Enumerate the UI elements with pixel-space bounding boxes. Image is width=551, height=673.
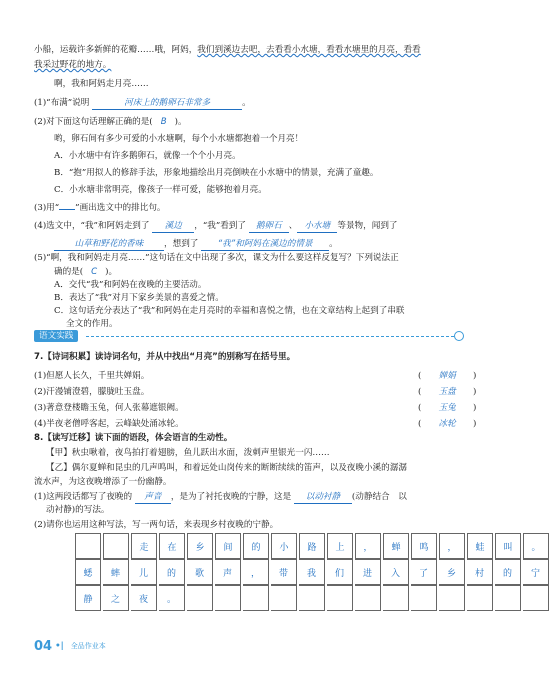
grid-cell[interactable]: 蝉 <box>383 533 409 559</box>
q5-option-c-cont: 全文的作用。 <box>66 319 118 329</box>
q2-text: (2)对下面这句话理解正确的是( <box>34 117 153 127</box>
grid-cell[interactable] <box>439 585 465 611</box>
q4-text: ，“我”看到了 <box>194 221 246 231</box>
q8-passage-a: 【甲】秋虫啾着，夜鸟拍打着翅膀，鱼儿跃出水面，泼刺声里银光一闪…… <box>46 448 330 458</box>
passage-line-3: 啊，我和阿妈走月亮…… <box>54 79 149 89</box>
grid-cell[interactable]: 儿 <box>131 559 157 585</box>
q2-option-a: A．小水塘中有许多鹅卵石，就像一个个小月亮。 <box>54 151 241 161</box>
footer-text: 全品作业本 <box>70 642 106 650</box>
grid-cell[interactable]: 鸣 <box>411 533 437 559</box>
grid-cell[interactable] <box>467 585 493 611</box>
grid-cell[interactable]: 。 <box>159 585 185 611</box>
grid-cell[interactable] <box>523 585 549 611</box>
q4-answer-2: 鹅卵石 <box>249 220 289 233</box>
q8-sub-2: (2)请你也运用这种写法，写一两句话，来表现乡村夜晚的宁静。 <box>34 520 279 530</box>
grid-cell[interactable] <box>299 585 325 611</box>
q4-text: 。 <box>329 239 338 249</box>
q4-text: ，想到了 <box>164 239 199 249</box>
grid-cell[interactable] <box>383 585 409 611</box>
grid-cell[interactable] <box>103 533 129 559</box>
grid-cell[interactable]: 静 <box>75 585 101 611</box>
q8-answer-1: 声音 <box>135 491 171 504</box>
grid-cell[interactable]: 小 <box>271 533 297 559</box>
grid-cell[interactable] <box>187 585 213 611</box>
grid-cell[interactable] <box>243 585 269 611</box>
q7-item-text: (3)著意登楼瞻玉兔，何人张幕遮银阙。 <box>34 403 184 413</box>
q8-text: ，是为了衬托夜晚的宁静，这是 <box>170 492 292 502</box>
grid-cell[interactable]: 间 <box>215 533 241 559</box>
grid-cell[interactable] <box>495 585 521 611</box>
q4-text: 等景物，闻到了 <box>337 221 398 231</box>
question-2 <box>34 116 458 128</box>
q7-answer-paren: ( 玉盘 ) <box>418 387 477 397</box>
grid-cell[interactable]: 进 <box>355 559 381 585</box>
grid-cell[interactable]: 了 <box>411 559 437 585</box>
q2-suffix: )。 <box>174 117 187 127</box>
q8-sub-1 <box>34 491 458 504</box>
grid-cell[interactable]: 带 <box>271 559 297 585</box>
section-bar <box>34 330 464 342</box>
q8-text: (动静结合 以 <box>351 492 407 502</box>
question-7-title: 7.【诗词积累】读诗词名句，并从中找出“月亮”的别称写在括号里。 <box>34 352 296 362</box>
q5-option-a: A．交代“我”和阿妈在夜晚的主要活动。 <box>54 280 207 290</box>
grid-cell[interactable]: 们 <box>327 559 353 585</box>
q2-quote: 哟，卵石间有多少可爱的小水塘啊，每个小水塘都抱着一个月亮！ <box>54 134 304 144</box>
grid-cell[interactable]: 乡 <box>439 559 465 585</box>
question-5: (5)“啊，我和阿妈走月亮……”这句话在文中出现了多次，课文为什么要这样反复写？下列说法正 <box>34 253 399 263</box>
grid-cell[interactable]: ， <box>355 533 381 559</box>
q4-answer-1: 溪边 <box>152 220 194 233</box>
footer-dot-icon: •| <box>55 641 64 651</box>
grid-row <box>75 533 551 559</box>
q7-answer: 婵娟 <box>438 371 456 381</box>
grid-cell[interactable] <box>75 533 101 559</box>
grid-cell[interactable]: ， <box>243 559 269 585</box>
q5-answer: C <box>91 267 98 277</box>
grid-cell[interactable] <box>271 585 297 611</box>
grid-cell[interactable]: 走 <box>131 533 157 559</box>
grid-cell[interactable]: 声 <box>215 559 241 585</box>
q8-sub-1-cont: 动衬静)的写法。 <box>46 505 110 515</box>
grid-row <box>75 585 551 611</box>
question-3 <box>34 202 458 214</box>
q1-suffix: 。 <box>242 98 251 108</box>
q1-text: (1)“布满”说明 <box>34 98 90 108</box>
grid-cell[interactable]: 的 <box>159 559 185 585</box>
q2-option-c: C．小水塘非常明亮，像孩子一样可爱，能够抱着月亮。 <box>54 185 267 195</box>
passage-underlined: 我们到溪边去吧，去看看小水塘，看看水塘里的月亮，看看 <box>197 45 421 55</box>
grid-cell[interactable] <box>327 585 353 611</box>
q7-item <box>34 418 477 430</box>
writing-grid[interactable] <box>75 533 551 611</box>
section-tag: 语文实践 <box>34 330 78 342</box>
q1-answer: 河床上的鹅卵石非常多 <box>92 97 242 110</box>
q8-text: (1)这两段话都写了夜晚的 <box>34 492 133 502</box>
q7-item <box>34 402 477 414</box>
q4-text: (4)选文中，“我”和阿妈走到了 <box>34 221 150 231</box>
q5-suffix: )。 <box>105 267 118 277</box>
question-5-line-2 <box>54 266 458 278</box>
grid-cell[interactable]: 路 <box>299 533 325 559</box>
q7-item <box>34 370 477 382</box>
q5-option-c: C．这句话充分表达了“我”和阿妈在走月亮时的幸福和喜悦之情，也在文章结构上起到了串联 <box>54 306 405 316</box>
q5-option-b: B．表达了“我”对月下家乡美景的喜爱之情。 <box>54 293 224 303</box>
q2-answer: B <box>160 117 167 127</box>
question-4-line-2 <box>54 238 458 251</box>
grid-cell[interactable]: 入 <box>383 559 409 585</box>
section-end-icon <box>454 331 464 341</box>
grid-cell[interactable]: 宁 <box>523 559 549 585</box>
grid-cell[interactable] <box>215 585 241 611</box>
q7-answer: 冰轮 <box>438 419 456 429</box>
grid-cell[interactable]: 的 <box>243 533 269 559</box>
grid-cell[interactable]: 在 <box>159 533 185 559</box>
q8-answer-2: 以动衬静 <box>294 491 352 504</box>
passage-line-2 <box>34 59 458 71</box>
q7-item <box>34 386 477 398</box>
grid-cell[interactable]: 之 <box>103 585 129 611</box>
q7-item-text: (2)汗漫铺澄碧，朦胧吐玉盘。 <box>34 387 150 397</box>
grid-cell[interactable]: 夜 <box>131 585 157 611</box>
q8-passage-b: 【乙】偶尔夏蝉和昆虫的几声鸣叫，和着远处山岗传来的断断续续的笛声，以及夜晚小溪的潺潺 <box>46 463 407 473</box>
page-number: 04 <box>34 638 53 654</box>
grid-cell[interactable]: 村 <box>467 559 493 585</box>
grid-cell[interactable]: 。 <box>523 533 549 559</box>
q7-item-text: (1)但愿人长久，千里共婵娟。 <box>34 371 150 381</box>
grid-cell[interactable]: 我 <box>299 559 325 585</box>
q4-answer-5: “我”和阿妈在溪边的情景 <box>201 238 329 251</box>
q7-answer-paren: ( 冰轮 ) <box>418 419 477 429</box>
q7-answer-paren: ( 玉兔 ) <box>418 403 477 413</box>
q4-answer-4: 山草和野花的香味 <box>54 238 164 251</box>
grid-cell[interactable]: ， <box>439 533 465 559</box>
q4-answer-3: 小水塘 <box>297 220 337 233</box>
grid-cell[interactable]: 蟀 <box>103 559 129 585</box>
question-4 <box>34 220 458 233</box>
passage-underlined: 我采过野花的地方。 <box>34 60 112 70</box>
footer <box>34 638 106 654</box>
q7-answer: 玉兔 <box>438 403 456 413</box>
q7-answer: 玉盘 <box>438 387 456 397</box>
grid-row <box>75 559 551 585</box>
passage-line-1 <box>34 44 458 56</box>
grid-cell[interactable]: 蛙 <box>467 533 493 559</box>
question-8-title: 8.【读写迁移】读下面的语段，体会语言的生动性。 <box>34 433 233 443</box>
q3-suffix: ”画出选文中的排比句。 <box>75 203 166 213</box>
grid-cell[interactable] <box>411 585 437 611</box>
q7-answer-paren: ( 婵娟 ) <box>418 371 477 381</box>
question-1 <box>34 97 458 110</box>
q8-passage-b-cont: 流水声，为这夜晚增添了一份幽静。 <box>34 477 172 487</box>
grid-cell[interactable]: 蟋 <box>75 559 101 585</box>
section-divider <box>86 336 454 337</box>
q7-item-text: (4)半夜老僧呼客起，云峰缺处涌冰轮。 <box>34 419 184 429</box>
passage-text: 小船，运载许多新鲜的花瓣……哦，阿妈， <box>34 45 198 55</box>
grid-cell[interactable]: 歌 <box>187 559 213 585</box>
q3-line-sample <box>59 209 75 210</box>
grid-cell[interactable]: 叫 <box>495 533 521 559</box>
grid-cell[interactable]: 上 <box>327 533 353 559</box>
q2-option-b: B．“抱”用拟人的修辞手法，形象地描绘出月亮倒映在小水塘中的情景，充满了童趣。 <box>54 168 379 178</box>
grid-cell[interactable]: 的 <box>495 559 521 585</box>
q5-text: 确的是( <box>54 267 84 277</box>
q3-text: (3)用“ <box>34 203 60 213</box>
grid-cell[interactable]: 乡 <box>187 533 213 559</box>
q4-sep: 、 <box>288 221 298 231</box>
grid-cell[interactable] <box>355 585 381 611</box>
